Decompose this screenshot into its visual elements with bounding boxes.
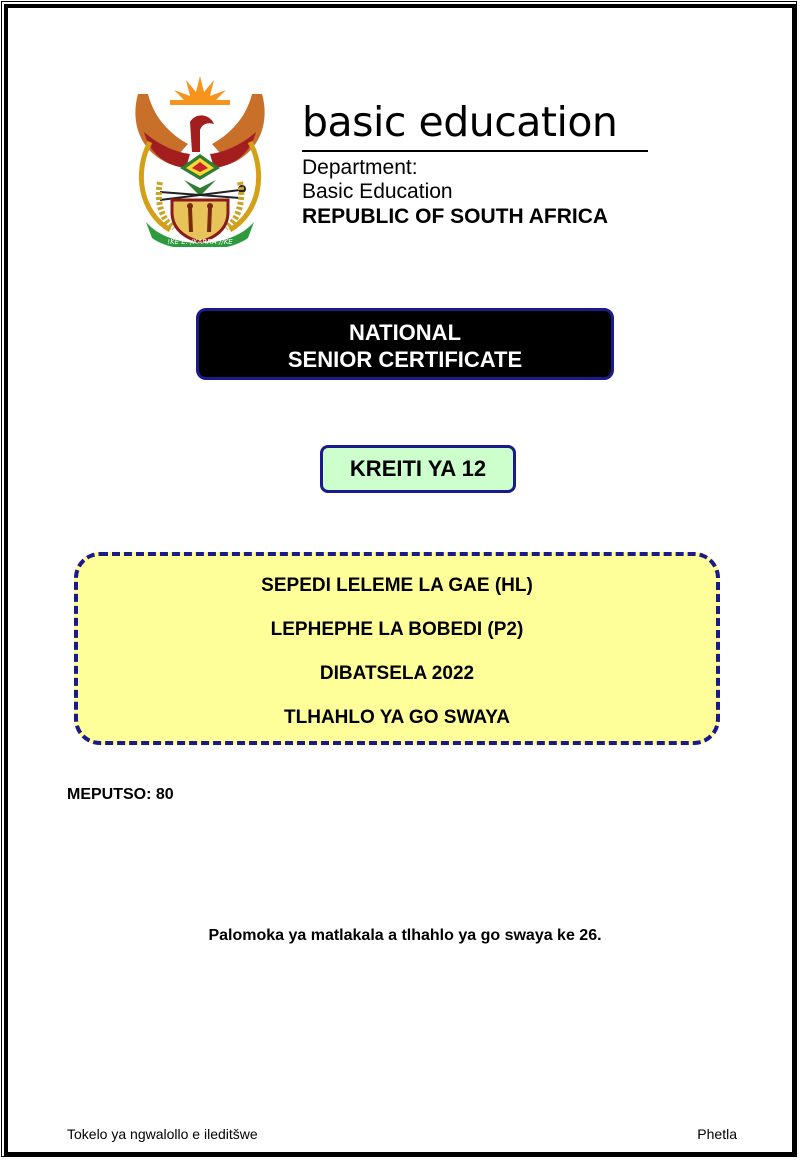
paper-number: LEPHEPHE LA BOBEDI (P2) <box>270 619 524 640</box>
document-type: TLHAHLO YA GO SWAYA <box>284 707 510 728</box>
certificate-line-1: NATIONAL <box>348 320 462 345</box>
total-marks: MEPUTSO: 80 <box>67 786 174 803</box>
page-count-note: Palomoka ya matlakala a tlhahlo ya go swaya ke 26. <box>208 927 602 944</box>
brand-name: basic education <box>302 98 618 146</box>
svg-text:!KE E: /XARRA //KE: !KE E: /XARRA //KE <box>167 238 233 246</box>
exam-session: DIBATSELA 2022 <box>319 663 475 684</box>
department-logotype <box>302 100 652 229</box>
letterhead <box>130 72 660 247</box>
brand-rule <box>302 150 648 152</box>
coat-of-arms-icon <box>130 72 270 247</box>
country-name: REPUBLIC OF SOUTH AFRICA <box>302 205 609 228</box>
subject-title: SEPEDI LELEME LA GAE (HL) <box>261 575 533 596</box>
copyright-notice: Tokelo ya ngwalollo e ileditšwe <box>67 1126 258 1142</box>
certificate-line-2: SENIOR CERTIFICATE <box>287 347 523 372</box>
turn-over-label: Phetla <box>697 1126 737 1142</box>
grade-badge: KREITI YA 12 <box>320 445 516 493</box>
subject-panel <box>74 552 720 745</box>
certificate-banner <box>196 308 614 380</box>
department-label: Department: <box>302 156 418 179</box>
department-name: Basic Education <box>302 180 453 203</box>
